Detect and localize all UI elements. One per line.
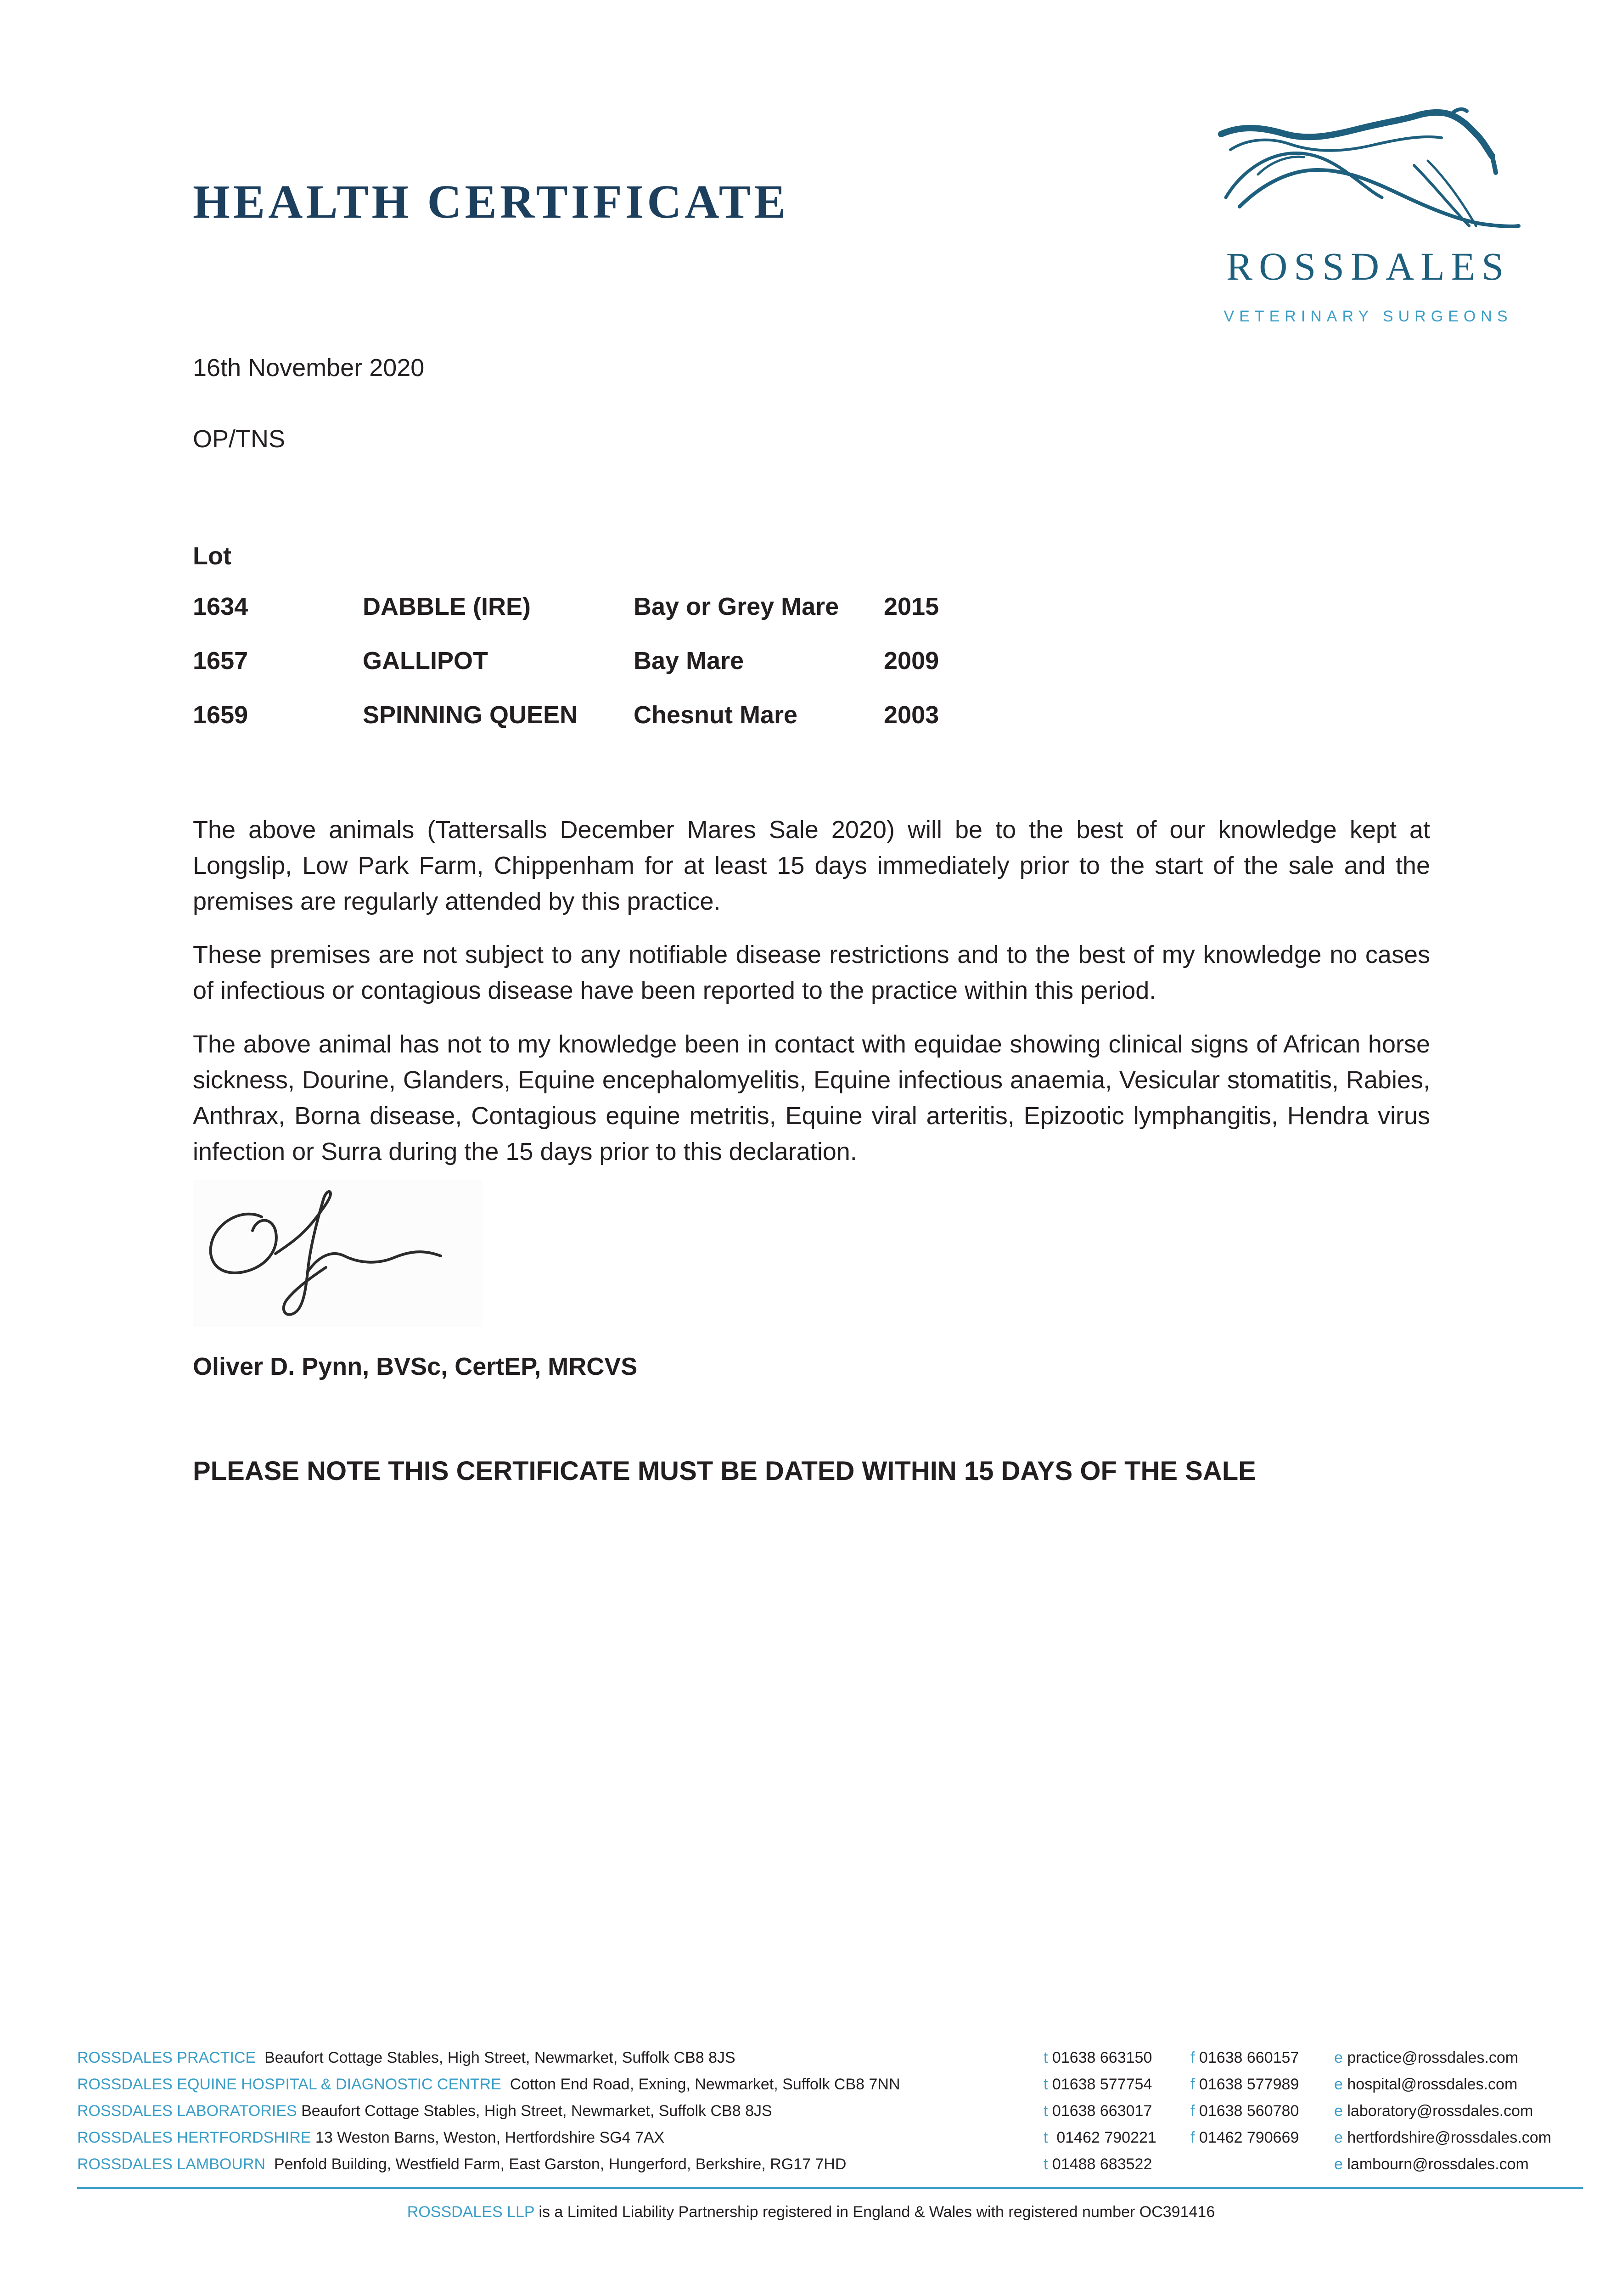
phone-number: 01638 663150 — [1052, 2049, 1152, 2066]
validity-notice: PLEASE NOTE THIS CERTIFICATE MUST BE DATED WITHIN 15 DAYS OF THE SALE — [193, 1456, 1256, 1486]
footer-row — [77, 2102, 1583, 2129]
horse-name: GALLIPOT — [363, 647, 488, 675]
legal-org: ROSSDALES LLP — [407, 2203, 534, 2221]
certificate-date: 16th November 2020 — [193, 354, 425, 382]
phone-number: 01462 790221 — [1052, 2129, 1156, 2146]
footer-org: ROSSDALES LAMBOURN — [77, 2155, 265, 2173]
email-address[interactable]: practice@rossdales.com — [1347, 2049, 1519, 2066]
horse-description: Bay Mare — [634, 647, 744, 675]
email-address[interactable]: hospital@rossdales.com — [1347, 2076, 1518, 2093]
lot-number: 1659 — [193, 701, 248, 729]
phone-label: t — [1044, 2155, 1048, 2173]
email-address[interactable]: lambourn@rossdales.com — [1347, 2155, 1529, 2173]
horse-year: 2009 — [884, 647, 939, 675]
footer-row — [77, 2049, 1583, 2076]
logo-name: ROSSDALES — [1226, 244, 1510, 288]
footer-contacts — [77, 2049, 1583, 2182]
email-label: e — [1334, 2155, 1343, 2173]
footer-address: Beaufort Cottage Stables, High Street, Newmarket, Suffolk CB8 8JS — [256, 2049, 735, 2066]
footer-org: ROSSDALES PRACTICE — [77, 2049, 256, 2066]
email-label: e — [1334, 2102, 1343, 2120]
horse-description: Chesnut Mare — [634, 701, 798, 729]
paragraph-residence: The above animals (Tattersalls December Mares Sale 2020) will be to the best of our knowledge kept at Longslip, Low Park Farm, Chippenham for at least 15 days immediately prior to the start of the sale and the premises are regularly attended by this practice. — [193, 816, 1430, 915]
horse-year: 2015 — [884, 593, 939, 620]
email-label: e — [1334, 2076, 1343, 2093]
fax-number: 01638 560780 — [1199, 2102, 1299, 2120]
phone-number: 01488 683522 — [1052, 2155, 1152, 2173]
fax-label: f — [1190, 2129, 1195, 2146]
phone-label: t — [1044, 2129, 1048, 2146]
document-title: HEALTH CERTIFICATE — [193, 175, 789, 228]
footer-address: Cotton End Road, Exning, Newmarket, Suffolk CB8 7NN — [501, 2076, 900, 2093]
phone-number: 01638 663017 — [1052, 2102, 1152, 2120]
footer-address: Penfold Building, Westfield Farm, East Garston, Hungerford, Berkshire, RG17 7HD — [265, 2155, 847, 2173]
horse-logo-icon — [1212, 106, 1524, 243]
footer-row — [77, 2129, 1583, 2155]
logo-subtitle: VETERINARY SURGEONS — [1224, 308, 1513, 325]
phone-label: t — [1044, 2049, 1048, 2066]
horse-year: 2003 — [884, 701, 939, 729]
footer-org: ROSSDALES EQUINE HOSPITAL & DIAGNOSTIC CENTRE — [77, 2076, 501, 2093]
email-label: e — [1334, 2049, 1343, 2066]
footer-org: ROSSDALES HERTFORDSHIRE — [77, 2129, 311, 2146]
paragraph-restrictions: These premises are not subject to any notifiable disease restrictions and to the best of my knowledge no cases of infectious or contagious disease have been reported to the practice within this period. — [193, 941, 1430, 1004]
email-address[interactable]: hertfordshire@rossdales.com — [1347, 2129, 1551, 2146]
phone-number: 01638 577754 — [1052, 2076, 1152, 2093]
horse-name: SPINNING QUEEN — [363, 701, 578, 729]
footer-row — [77, 2076, 1583, 2102]
fax-label: f — [1190, 2102, 1195, 2120]
fax-label: f — [1190, 2076, 1195, 2093]
fax-number: 01638 660157 — [1199, 2049, 1299, 2066]
phone-label: t — [1044, 2102, 1048, 2120]
horse-name: DABBLE (IRE) — [363, 593, 531, 620]
horse-description: Bay or Grey Mare — [634, 593, 839, 620]
legal-text: is a Limited Liability Partnership registered in England & Wales with registered number OC391416 — [534, 2203, 1215, 2221]
handwritten-signature — [193, 1180, 482, 1327]
signer-name: Oliver D. Pynn, BVSc, CertEP, MRCVS — [193, 1353, 638, 1380]
lot-heading: Lot — [193, 542, 231, 570]
footer-org: ROSSDALES LABORATORIES — [77, 2102, 297, 2120]
fax-number: 01462 790669 — [1199, 2129, 1299, 2146]
lot-number: 1634 — [193, 593, 248, 620]
footer-row — [77, 2155, 1583, 2182]
email-address[interactable]: laboratory@rossdales.com — [1347, 2102, 1533, 2120]
paragraph-contact: The above animal has not to my knowledge been in contact with equidae showing clinical signs of African horse sickness, Dourine, Glanders, Equine encephalomyelitis, Equine infectious anaemia, Vesicular stomatitis, Rabies, Anthrax, Borna disease, Contagious equine metritis, Equine viral arteritis, Epizootic lymphangitis, Hendra virus infection or Surra during the 15 days prior to this declaration. — [193, 1030, 1430, 1165]
fax-label: f — [1190, 2049, 1195, 2066]
footer-divider — [77, 2187, 1583, 2189]
reference-code: OP/TNS — [193, 425, 286, 453]
legal-notice — [0, 2203, 1622, 2221]
footer-address: Beaufort Cottage Stables, High Street, Newmarket, Suffolk CB8 8JS — [297, 2102, 772, 2120]
email-label: e — [1334, 2129, 1343, 2146]
footer-address: 13 Weston Barns, Weston, Hertfordshire SG4 7AX — [311, 2129, 665, 2146]
fax-number: 01638 577989 — [1199, 2076, 1299, 2093]
rossdales-logo — [1212, 106, 1524, 335]
phone-label: t — [1044, 2076, 1048, 2093]
lot-number: 1657 — [193, 647, 248, 675]
